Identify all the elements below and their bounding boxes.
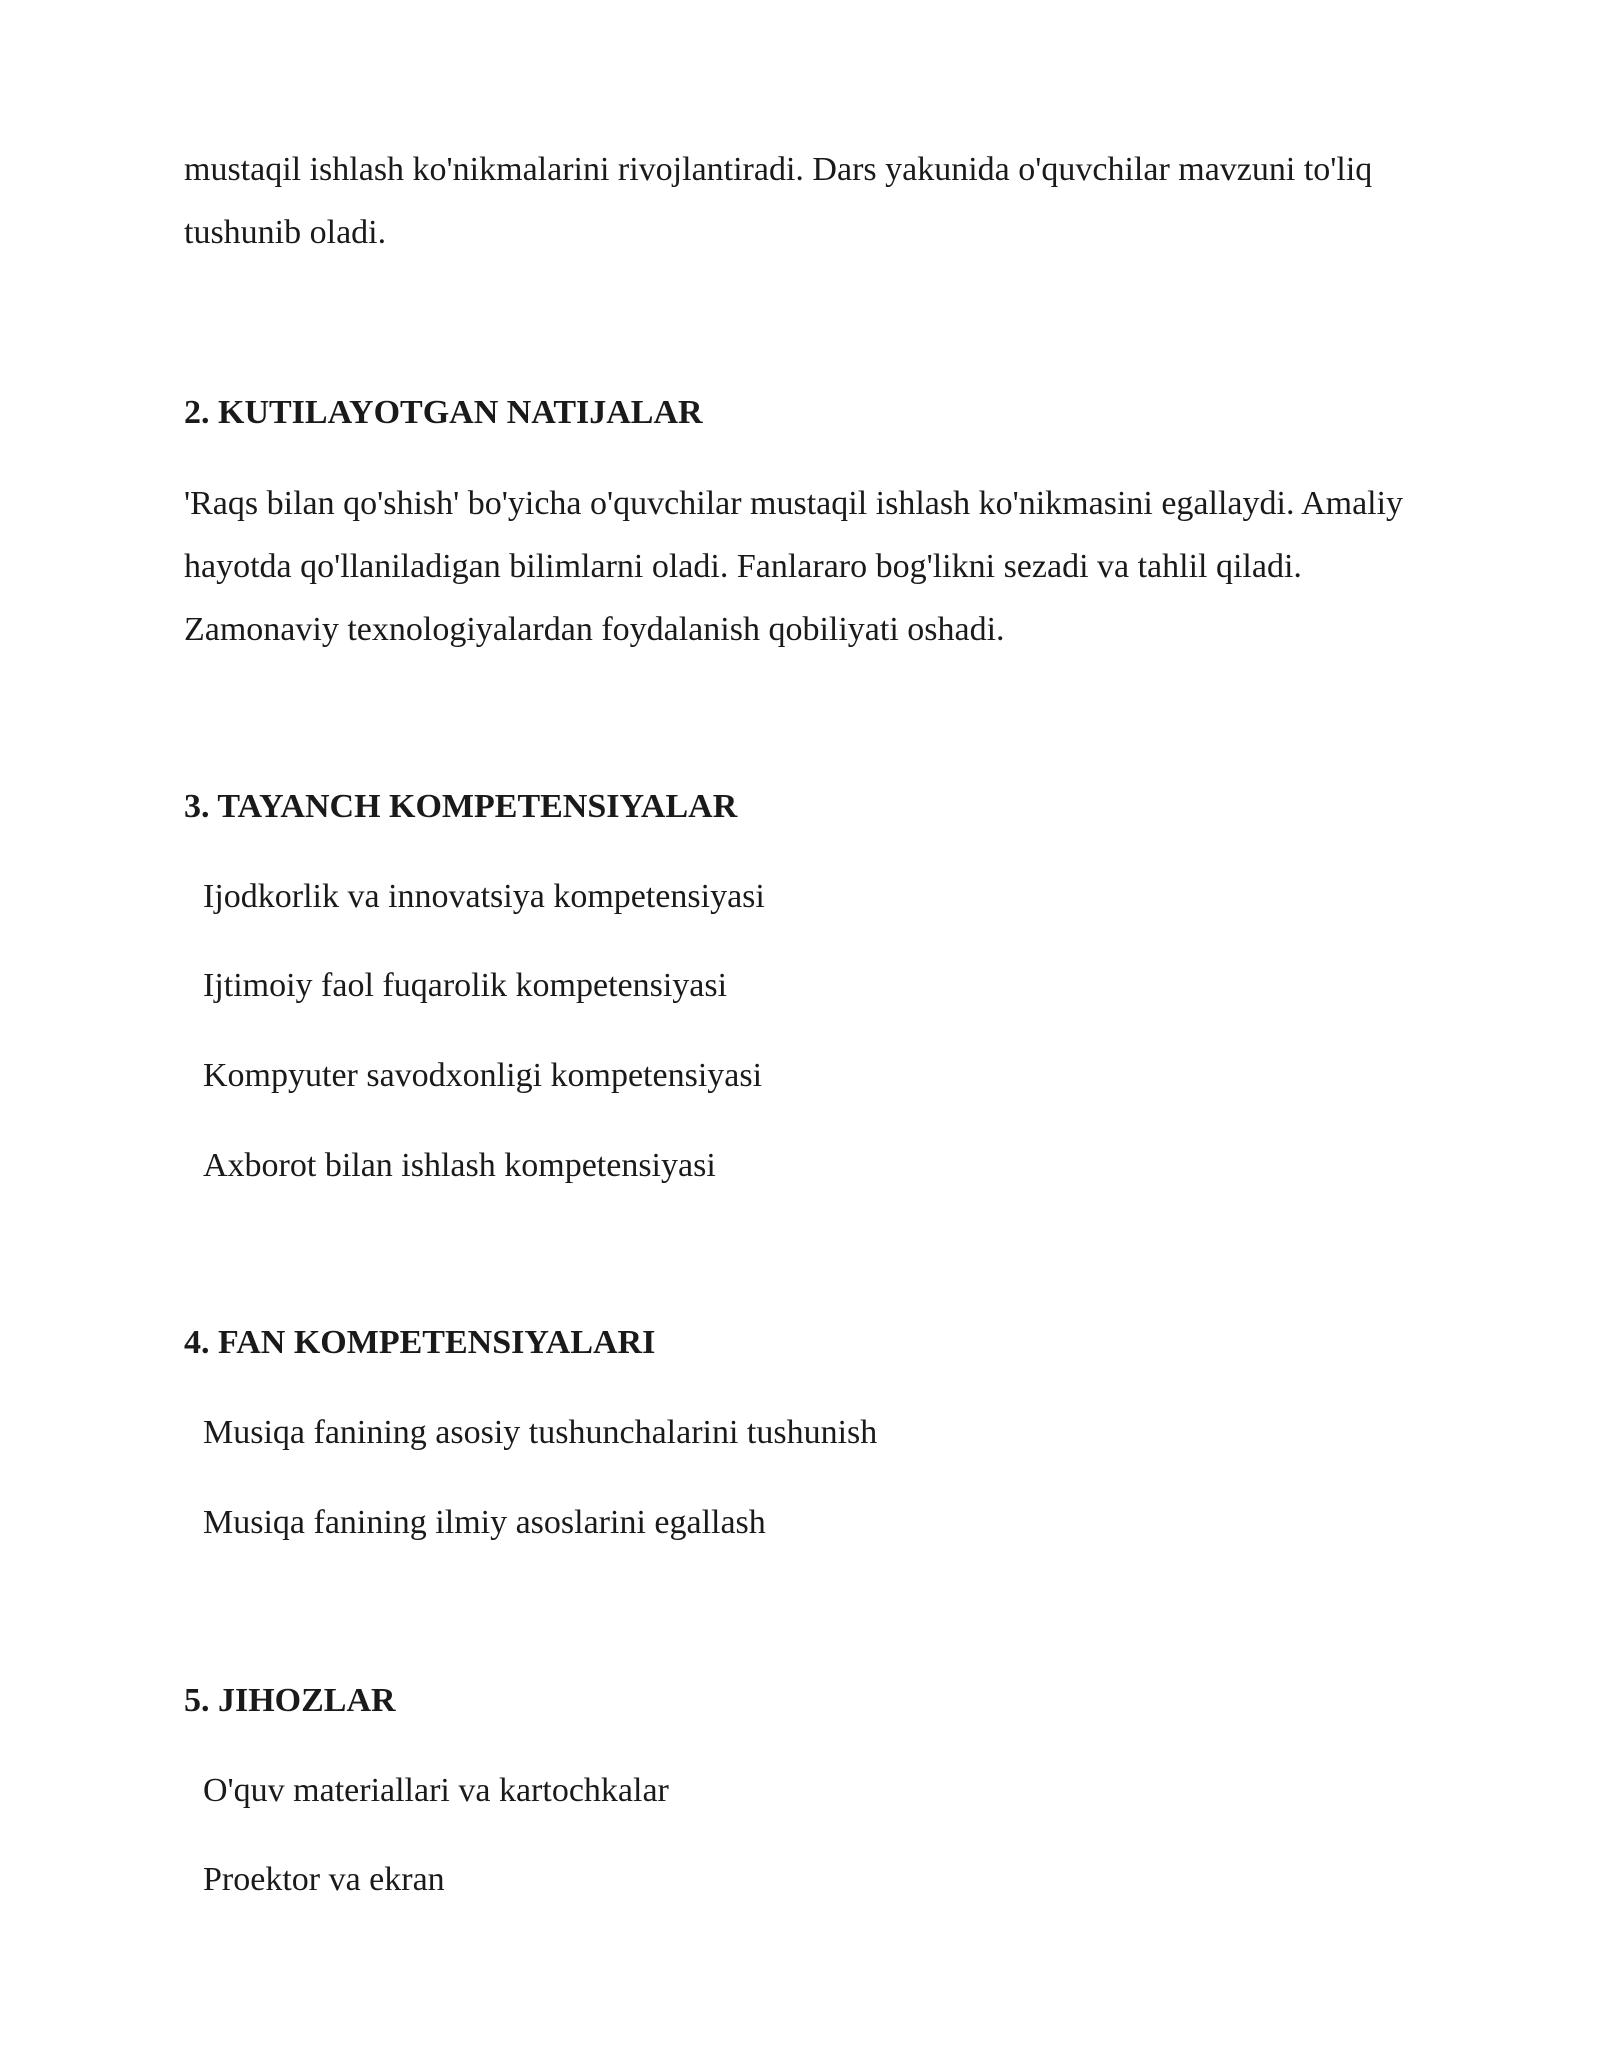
list-item: Musiqa fanining asosiy tushunchalarini tushunish [203, 1414, 878, 1451]
list-item: Proektor va ekran [203, 1861, 445, 1898]
list-item: O'quv materiallari va kartochkalar [203, 1772, 669, 1809]
section-heading-tayanch: 3. TAYANCH KOMPETENSIYALAR [184, 788, 738, 825]
list-item: Ijodkorlik va innovatsiya kompetensiyasi [203, 878, 765, 915]
section-heading-jihozlar: 5. JIHOZLAR [184, 1682, 396, 1719]
list-item: Kompyuter savodxonligi kompetensiyasi [203, 1057, 763, 1094]
section-paragraph-natijalar: 'Raqs bilan qo'shish' bo'yicha o'quvchilar mustaqil ishlash ko'nikmasini egallaydi. Amaliy hayotda qo'llaniladigan bilimlarni oladi. Fanlararo bog'likni sezadi va tahlil qiladi. Zamonaviy texnologiyalardan foydalanish qobiliyati oshadi. [184, 485, 1404, 648]
section-heading-fan: 4. FAN KOMPETENSIYALARI [184, 1324, 656, 1361]
intro-paragraph: mustaqil ishlash ko'nikmalarini rivojlantiradi. Dars yakunida o'quvchilar mavzuni to'liq tushunib oladi. [184, 151, 1373, 251]
list-item: Ijtimoiy faol fuqarolik kompetensiyasi [203, 967, 728, 1004]
list-item: Musiqa fanining ilmiy asoslarini egallash [203, 1504, 766, 1541]
list-item: Axborot bilan ishlash kompetensiyasi [203, 1147, 716, 1184]
section-heading-natijalar: 2. KUTILAYOTGAN NATIJALAR [184, 394, 703, 431]
